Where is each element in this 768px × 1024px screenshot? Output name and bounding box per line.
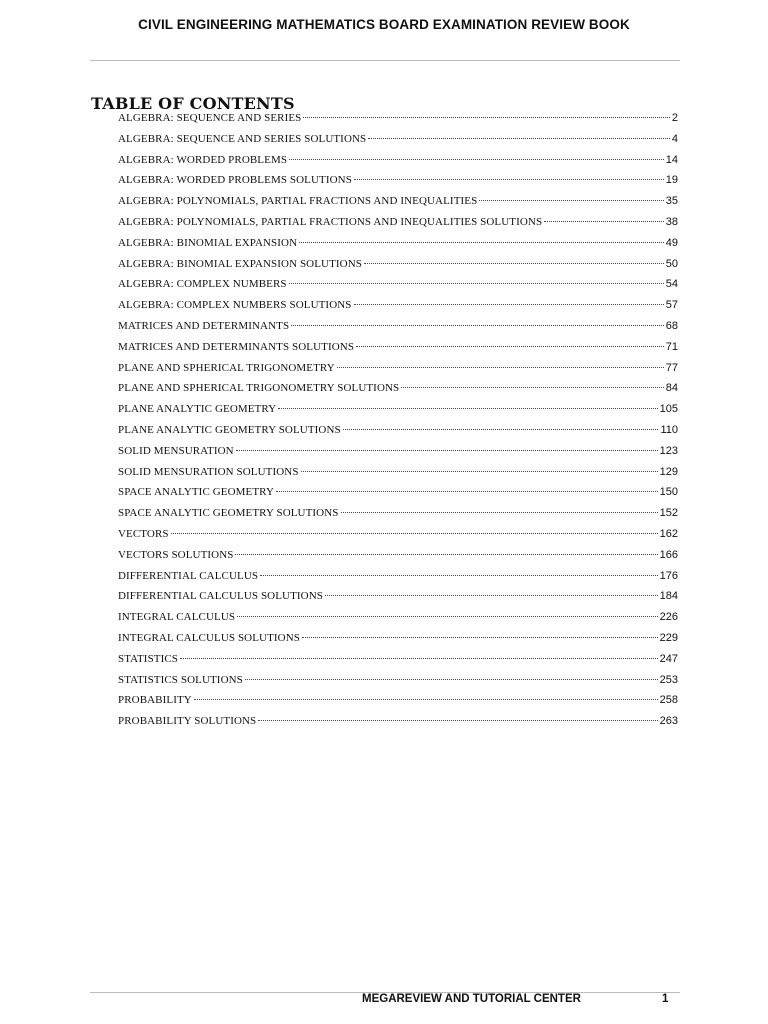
toc-entry[interactable] [118, 382, 678, 403]
toc-entry-page-number: 4 [671, 132, 678, 145]
toc-entry[interactable] [118, 445, 678, 466]
toc-entry-label: STATISTICS SOLUTIONS [118, 673, 243, 686]
toc-entry-label: PLANE AND SPHERICAL TRIGONOMETRY [118, 361, 335, 374]
dot-leader [354, 179, 664, 180]
toc-entry[interactable] [118, 528, 678, 549]
toc-entry-label: VECTORS SOLUTIONS [118, 548, 234, 561]
toc-entry-label: ALGEBRA: COMPLEX NUMBERS [118, 278, 287, 291]
header-divider [90, 60, 680, 61]
toc-entry-label: SPACE ANALYTIC GEOMETRY SOLUTIONS [118, 507, 339, 520]
toc-entry[interactable] [118, 486, 678, 507]
toc-entry-label: PLANE ANALYTIC GEOMETRY SOLUTIONS [118, 423, 341, 436]
toc-list [118, 112, 678, 736]
dot-leader [237, 616, 658, 617]
footer-organization: MEGAREVIEW AND TUTORIAL CENTER [362, 993, 581, 1005]
toc-entry-page-number: 176 [659, 569, 678, 582]
toc-entry[interactable] [118, 507, 678, 528]
toc-entry-page-number: 19 [665, 174, 678, 187]
toc-entry[interactable] [118, 570, 678, 591]
toc-entry-page-number: 258 [659, 694, 678, 707]
toc-entry[interactable] [118, 632, 678, 653]
toc-entry-label: MATRICES AND DETERMINANTS [118, 319, 290, 332]
toc-entry-label: ALGEBRA: BINOMIAL EXPANSION [118, 236, 298, 249]
toc-entry-page-number: 166 [659, 548, 678, 561]
toc-entry-label: ALGEBRA: POLYNOMIALS, PARTIAL FRACTIONS AND INEQUALITIES [118, 195, 478, 208]
dot-leader [278, 408, 657, 409]
toc-entry-label: SPACE ANALYTIC GEOMETRY [118, 486, 275, 499]
dot-leader [401, 387, 663, 388]
toc-entry[interactable] [118, 258, 678, 279]
toc-entry-page-number: 14 [665, 153, 678, 166]
toc-entry-page-number: 263 [659, 715, 678, 728]
toc-entry[interactable] [118, 278, 678, 299]
toc-entry-label: PLANE AND SPHERICAL TRIGONOMETRY SOLUTIONS [118, 382, 400, 395]
dot-leader [276, 491, 658, 492]
dot-leader [289, 283, 664, 284]
toc-entry[interactable] [118, 341, 678, 362]
toc-entry-page-number: 2 [671, 112, 678, 124]
dot-leader [194, 699, 658, 700]
dot-leader [260, 575, 658, 576]
toc-entry[interactable] [118, 362, 678, 383]
dot-leader [479, 200, 663, 201]
toc-heading: TABLE OF CONTENTS [91, 94, 295, 113]
toc-entry-label: SOLID MENSURATION SOLUTIONS [118, 465, 299, 478]
dot-leader [302, 637, 658, 638]
toc-entry[interactable] [118, 216, 678, 237]
toc-entry-page-number: 105 [659, 403, 678, 416]
dot-leader [235, 554, 657, 555]
toc-entry[interactable] [118, 424, 678, 445]
toc-entry-label: INTEGRAL CALCULUS [118, 611, 236, 624]
toc-entry-label: ALGEBRA: WORDED PROBLEMS SOLUTIONS [118, 174, 352, 187]
dot-leader [171, 533, 658, 534]
toc-entry-label: INTEGRAL CALCULUS SOLUTIONS [118, 631, 300, 644]
dot-leader [368, 138, 670, 139]
dot-leader [544, 221, 664, 222]
toc-entry-page-number: 57 [665, 299, 678, 312]
dot-leader [245, 679, 658, 680]
toc-entry[interactable] [118, 154, 678, 175]
dot-leader [337, 367, 664, 368]
toc-entry-label: ALGEBRA: SEQUENCE AND SERIES SOLUTIONS [118, 132, 367, 145]
toc-entry[interactable] [118, 590, 678, 611]
toc-entry-page-number: 184 [659, 590, 678, 603]
toc-entry-label: ALGEBRA: BINOMIAL EXPANSION SOLUTIONS [118, 257, 362, 270]
dot-leader [258, 720, 657, 721]
toc-entry-page-number: 123 [659, 444, 678, 457]
toc-entry-page-number: 49 [665, 236, 678, 249]
toc-entry[interactable] [118, 403, 678, 424]
toc-entry-page-number: 229 [659, 631, 678, 644]
toc-entry-label: PROBABILITY SOLUTIONS [118, 715, 257, 728]
running-header: CIVIL ENGINEERING MATHEMATICS BOARD EXAMINATION REVIEW BOOK [138, 17, 630, 32]
toc-entry-label: VECTORS [118, 527, 169, 540]
dot-leader [291, 325, 664, 326]
toc-entry-label: PROBABILITY [118, 694, 192, 707]
toc-entry[interactable] [118, 715, 678, 736]
toc-entry-page-number: 129 [659, 465, 678, 478]
dot-leader [301, 471, 658, 472]
toc-entry-page-number: 84 [665, 382, 678, 395]
toc-entry-page-number: 50 [665, 257, 678, 270]
dot-leader [289, 159, 664, 160]
toc-entry[interactable] [118, 653, 678, 674]
toc-entry[interactable] [118, 549, 678, 570]
dot-leader [354, 304, 664, 305]
toc-entry[interactable] [118, 466, 678, 487]
toc-entry[interactable] [118, 237, 678, 258]
toc-entry[interactable] [118, 674, 678, 695]
toc-entry-page-number: 110 [660, 423, 678, 436]
toc-entry-label: ALGEBRA: POLYNOMIALS, PARTIAL FRACTIONS AND INEQUALITIES SOLUTIONS [118, 215, 543, 228]
toc-entry-page-number: 71 [665, 340, 678, 353]
toc-entry[interactable] [118, 611, 678, 632]
dot-leader [343, 429, 659, 430]
toc-entry[interactable] [118, 320, 678, 341]
toc-entry-label: ALGEBRA: WORDED PROBLEMS [118, 153, 288, 166]
dot-leader [303, 117, 669, 118]
toc-entry-page-number: 54 [665, 278, 678, 291]
dot-leader [325, 595, 658, 596]
toc-entry-page-number: 35 [665, 195, 678, 208]
dot-leader [356, 346, 664, 347]
toc-entry-label: DIFFERENTIAL CALCULUS SOLUTIONS [118, 590, 323, 603]
dot-leader [299, 242, 664, 243]
toc-entry-page-number: 253 [659, 673, 678, 686]
toc-entry-page-number: 150 [659, 486, 678, 499]
toc-entry-page-number: 152 [659, 507, 678, 520]
toc-entry-label: STATISTICS [118, 652, 179, 665]
toc-entry[interactable] [118, 133, 678, 154]
toc-entry-page-number: 162 [659, 527, 678, 540]
toc-entry-page-number: 77 [665, 361, 678, 374]
toc-entry-page-number: 68 [665, 319, 678, 332]
dot-leader [236, 450, 658, 451]
toc-entry[interactable] [118, 174, 678, 195]
toc-entry-label: ALGEBRA: SEQUENCE AND SERIES [118, 112, 302, 124]
toc-entry-label: PLANE ANALYTIC GEOMETRY [118, 403, 277, 416]
dot-leader [341, 512, 658, 513]
toc-entry[interactable] [118, 299, 678, 320]
toc-entry[interactable] [118, 112, 678, 133]
dot-leader [180, 658, 658, 659]
toc-entry[interactable] [118, 195, 678, 216]
dot-leader [364, 263, 664, 264]
toc-entry-label: DIFFERENTIAL CALCULUS [118, 569, 259, 582]
toc-entry-page-number: 38 [665, 215, 678, 228]
footer-page-number: 1 [662, 993, 669, 1005]
toc-entry-label: ALGEBRA: COMPLEX NUMBERS SOLUTIONS [118, 299, 352, 312]
toc-entry[interactable] [118, 694, 678, 715]
toc-entry-page-number: 247 [659, 652, 678, 665]
toc-entry-label: SOLID MENSURATION [118, 444, 234, 457]
toc-entry-page-number: 226 [659, 611, 678, 624]
toc-entry-label: MATRICES AND DETERMINANTS SOLUTIONS [118, 340, 355, 353]
